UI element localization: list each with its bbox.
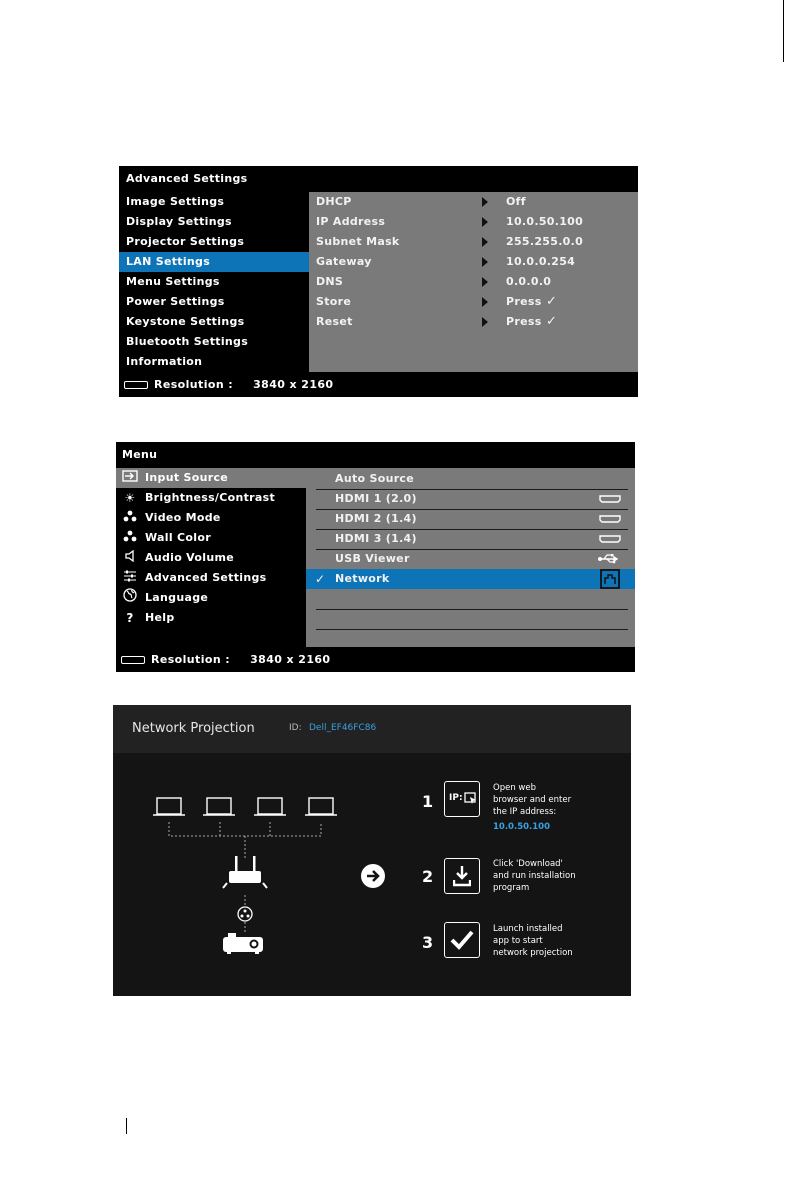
checkmark-icon: ✓	[546, 314, 558, 329]
globe-icon	[122, 588, 138, 608]
page-footer-rule	[126, 1118, 127, 1134]
network-hub-icon	[238, 907, 252, 921]
menu-item-projector-settings[interactable]: Projector Settings	[126, 235, 245, 248]
ethernet-icon	[599, 569, 621, 596]
row-value: 10.0.50.100	[506, 215, 584, 228]
row-label: Store	[316, 295, 352, 308]
step-instructions	[493, 923, 573, 959]
menu-item-audio-volume[interactable]	[116, 548, 306, 568]
row-value: 0.0.0.0	[506, 275, 552, 288]
lan-row-gateway[interactable]	[309, 252, 638, 272]
resolution-status-bar	[116, 647, 635, 672]
help-icon: ?	[126, 611, 134, 625]
row-value: 255.255.0.0	[506, 235, 584, 248]
menu-item-lan-settings[interactable]: LAN Settings	[119, 252, 309, 272]
step-instructions	[493, 782, 571, 833]
resolution-status-bar	[119, 372, 638, 397]
step-number: 3	[422, 933, 434, 952]
video-mode-icon	[122, 508, 138, 528]
step-line: Launch installed	[493, 924, 563, 934]
resolution-label: Resolution :	[154, 378, 234, 391]
menu-item-label: Video Mode	[145, 511, 221, 524]
row-label: Reset	[316, 315, 353, 328]
menu-item-image-settings[interactable]: Image Settings	[126, 195, 225, 208]
source-label: Network	[335, 572, 390, 585]
source-label: HDMI 3 (1.4)	[335, 532, 417, 545]
step-line: the IP address:	[493, 807, 557, 817]
menu-item-power-settings[interactable]: Power Settings	[126, 295, 225, 308]
arrow-right-icon	[482, 197, 488, 207]
source-label: USB Viewer	[335, 552, 410, 565]
arrow-right-icon	[482, 217, 488, 227]
download-icon	[444, 858, 480, 894]
menu-item-help[interactable]	[116, 608, 306, 628]
menu-item-label: Brightness/Contrast	[145, 491, 276, 504]
speaker-icon	[122, 548, 138, 568]
row-label: Subnet Mask	[316, 235, 400, 248]
menu-item-video-mode[interactable]	[116, 508, 306, 528]
lan-settings-panel	[309, 192, 638, 372]
source-hdmi-1[interactable]	[306, 489, 635, 509]
menu-item-label: Help	[145, 611, 175, 624]
menu-item-label: Input Source	[145, 471, 229, 484]
lan-row-store[interactable]	[309, 292, 638, 312]
checkmark-icon	[444, 922, 480, 958]
step-number: 1	[422, 792, 434, 811]
resolution-value: 3840 x 2160	[253, 378, 334, 391]
step-line: browser and enter	[493, 795, 572, 805]
lan-row-ip-address[interactable]	[309, 212, 638, 232]
menu-item-bluetooth-settings[interactable]: Bluetooth Settings	[126, 335, 249, 348]
osd-title: Menu	[122, 448, 158, 461]
network-topology-diagram	[143, 790, 383, 960]
resolution-label: Resolution :	[151, 653, 231, 666]
row-value: Press	[506, 315, 542, 328]
step-line: network projection	[493, 948, 573, 958]
menu-item-label: Language	[145, 591, 209, 604]
arrow-right-icon	[482, 277, 488, 287]
divider	[316, 609, 628, 610]
source-network[interactable]	[306, 569, 635, 589]
laptop-icon	[153, 798, 337, 815]
arrow-right-icon	[482, 317, 488, 327]
ip-icon-text: IP:	[449, 793, 463, 803]
menu-item-advanced-settings[interactable]	[116, 568, 306, 588]
id-value: Dell_EF46FC86	[309, 723, 377, 733]
step-number: 2	[422, 867, 434, 886]
menu-item-menu-settings[interactable]: Menu Settings	[126, 275, 220, 288]
arrow-right-circle-icon	[360, 863, 386, 889]
osd-title: Advanced Settings	[126, 172, 248, 185]
hdmi-icon	[121, 656, 145, 664]
row-label: DNS	[316, 275, 344, 288]
menu-item-label: Advanced Settings	[145, 571, 267, 584]
page-edge-rule	[783, 0, 784, 62]
step-line: and run installation	[493, 871, 576, 881]
divider	[316, 629, 628, 630]
row-value: Off	[506, 195, 526, 208]
lan-row-dns[interactable]	[309, 272, 638, 292]
menu-item-label: Wall Color	[145, 531, 211, 544]
menu-item-input-source[interactable]	[116, 468, 306, 488]
advanced-settings-osd	[119, 166, 638, 397]
step-line: Click 'Download'	[493, 859, 563, 869]
checkmark-icon: ✓	[546, 294, 558, 309]
wall-color-icon	[122, 528, 138, 548]
main-menu-osd	[116, 442, 635, 672]
projector-icon	[223, 933, 263, 954]
advanced-settings-menu	[119, 192, 309, 372]
row-label: DHCP	[316, 195, 352, 208]
row-label: IP Address	[316, 215, 386, 228]
source-hdmi-2[interactable]	[306, 509, 635, 529]
source-label: HDMI 2 (1.4)	[335, 512, 417, 525]
lan-row-reset[interactable]	[309, 312, 638, 332]
source-label: HDMI 1 (2.0)	[335, 492, 417, 505]
lan-row-dhcp[interactable]	[309, 192, 638, 212]
menu-item-display-settings[interactable]: Display Settings	[126, 215, 232, 228]
ip-cursor-icon	[444, 781, 480, 817]
menu-item-information[interactable]: Information	[126, 355, 203, 368]
network-projection-header	[113, 705, 631, 753]
step-instructions	[493, 858, 576, 894]
input-source-icon	[122, 468, 138, 488]
lan-row-subnet-mask[interactable]	[309, 232, 638, 252]
menu-item-label: Audio Volume	[145, 551, 234, 564]
row-value: Press	[506, 295, 542, 308]
menu-item-keystone-settings[interactable]: Keystone Settings	[126, 315, 245, 328]
menu-item-language[interactable]	[116, 588, 306, 608]
network-projection-screen	[113, 705, 631, 996]
arrow-right-icon	[482, 257, 488, 267]
ip-address-value: 10.0.50.100	[493, 822, 551, 832]
page-title: Network Projection	[132, 721, 255, 736]
row-label: Gateway	[316, 255, 372, 268]
menu-item-brightness-contrast[interactable]	[116, 488, 306, 508]
row-value: 10.0.0.254	[506, 255, 576, 268]
sliders-icon	[122, 568, 138, 588]
main-menu-list	[116, 468, 306, 647]
source-usb-viewer[interactable]	[306, 549, 635, 569]
router-icon	[223, 856, 267, 888]
menu-item-wall-color[interactable]	[116, 528, 306, 548]
hdmi-icon	[124, 381, 148, 389]
step-line: program	[493, 883, 530, 893]
step-line: Open web	[493, 783, 536, 793]
resolution-value: 3840 x 2160	[250, 653, 331, 666]
input-source-panel	[306, 468, 635, 647]
source-hdmi-3[interactable]	[306, 529, 635, 549]
source-label: Auto Source	[335, 472, 415, 485]
id-label: ID:	[289, 723, 302, 733]
checkmark-icon: ✓	[315, 572, 326, 586]
step-line: app to start	[493, 936, 543, 946]
brightness-icon: ☀	[124, 491, 136, 505]
source-auto[interactable]	[306, 469, 635, 489]
arrow-right-icon	[482, 237, 488, 247]
arrow-right-icon	[482, 297, 488, 307]
